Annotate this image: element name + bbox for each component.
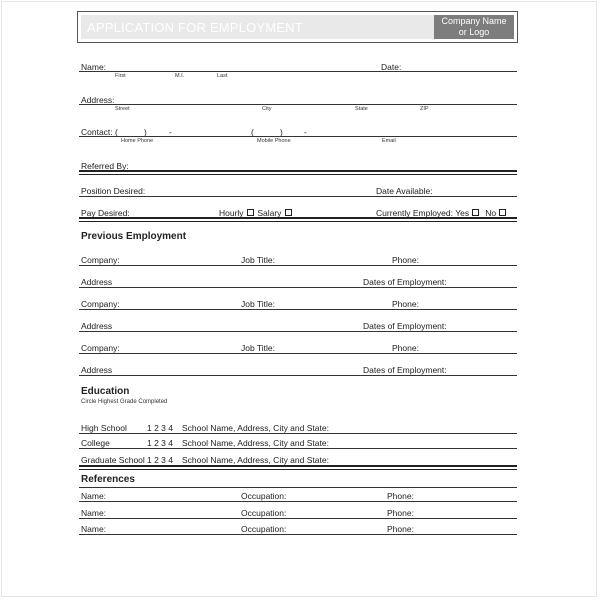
education-title: Education	[81, 386, 130, 397]
dash-1: -	[169, 127, 172, 137]
hourly-label: Hourly	[219, 208, 244, 218]
ref-occupation-2: Occupation:	[241, 508, 287, 518]
referred-divider	[79, 170, 517, 175]
prev-address-line-2[interactable]	[79, 331, 517, 332]
dash-2: -	[304, 127, 307, 137]
prev-dates-2: Dates of Employment:	[363, 321, 447, 331]
address-label: Address:	[81, 95, 115, 105]
edu-grades-2[interactable]: 1 2 3 4	[147, 438, 173, 448]
employed-yes-label: Currently Employed: Yes	[376, 208, 470, 218]
prev-phone-2: Phone:	[392, 299, 419, 309]
prev-company-line-2[interactable]	[79, 309, 517, 310]
ref-phone-1: Phone:	[387, 491, 414, 501]
paren-close-1: )	[144, 127, 147, 137]
sub-mi: M.I.	[175, 73, 185, 79]
employed-yes-checkbox[interactable]	[472, 209, 479, 216]
prev-jobtitle-1: Job Title:	[241, 255, 276, 265]
edu-grades-3[interactable]: 1 2 3 4	[147, 455, 173, 465]
edu-grades-1[interactable]: 1 2 3 4	[147, 423, 173, 433]
ref-name-3: Name:	[81, 524, 107, 534]
name-line[interactable]	[79, 71, 517, 72]
ref-occupation-1: Occupation:	[241, 491, 287, 501]
salary-label: Salary	[257, 208, 282, 218]
prev-jobtitle-2: Job Title:	[241, 299, 276, 309]
logo-line-1: Company Name	[441, 16, 507, 26]
pay-label: Pay Desired:	[81, 208, 130, 218]
ref-phone-3: Phone:	[387, 524, 414, 534]
ref-name-2: Name:	[81, 508, 107, 518]
prev-address-1: Address	[81, 277, 113, 287]
form-title: APPLICATION FOR EMPLOYMENT	[87, 20, 303, 35]
sub-zip: ZIP	[420, 106, 429, 112]
education-divider	[79, 465, 517, 470]
prev-company-line-3[interactable]	[79, 353, 517, 354]
sub-street: Street	[115, 106, 130, 112]
employed-no-checkbox[interactable]	[499, 209, 506, 216]
position-label: Position Desired:	[81, 186, 146, 196]
ref-phone-2: Phone:	[387, 508, 414, 518]
sub-email: Email	[382, 138, 396, 144]
edu-line-1[interactable]	[79, 433, 517, 434]
sub-first: First	[115, 73, 126, 79]
form-header	[77, 11, 518, 43]
prev-address-line-3[interactable]	[79, 375, 517, 376]
ref-occupation-3: Occupation:	[241, 524, 287, 534]
edu-school-1: School Name, Address, City and State:	[182, 423, 329, 433]
prev-address-2: Address	[81, 321, 113, 331]
edu-school-3: School Name, Address, City and State:	[182, 455, 329, 465]
address-line[interactable]	[79, 104, 517, 105]
sub-mobile-phone: Mobile Phone	[257, 138, 291, 144]
prev-dates-3: Dates of Employment:	[363, 365, 447, 375]
prev-phone-1: Phone:	[392, 255, 419, 265]
referred-label: Referred By:	[81, 161, 129, 171]
education-subtitle: Circle Highest Grade Completed	[81, 399, 168, 405]
contact-line[interactable]	[79, 136, 517, 137]
prev-address-3: Address	[81, 365, 113, 375]
references-title: References	[81, 474, 135, 485]
date-available-label: Date Available:	[376, 186, 433, 196]
hourly-checkbox[interactable]	[247, 209, 254, 216]
contact-label: Contact: (	[81, 127, 118, 137]
company-logo-placeholder	[434, 15, 514, 39]
edu-line-2[interactable]	[79, 448, 517, 449]
sub-city: City	[262, 106, 272, 112]
ref-line-2[interactable]	[79, 518, 517, 519]
name-label: Name:	[81, 62, 107, 72]
prev-company-2: Company:	[81, 299, 120, 309]
prev-company-1: Company:	[81, 255, 120, 265]
date-label: Date:	[381, 62, 402, 72]
paren-open-2: (	[251, 127, 254, 137]
edu-level-3: Graduate School	[81, 455, 145, 465]
pay-divider	[79, 217, 517, 222]
salary-checkbox[interactable]	[285, 209, 292, 216]
ref-line-1[interactable]	[79, 501, 517, 502]
employed-no-label: No	[485, 208, 497, 218]
prev-dates-1: Dates of Employment:	[363, 277, 447, 287]
ref-line-3[interactable]	[79, 534, 517, 535]
sub-last: Last	[217, 73, 228, 79]
paren-close-2: )	[280, 127, 283, 137]
position-line[interactable]	[79, 196, 517, 197]
previous-employment-title: Previous Employment	[81, 231, 187, 242]
prev-address-line-1[interactable]	[79, 287, 517, 288]
prev-phone-3: Phone:	[392, 343, 419, 353]
edu-school-2: School Name, Address, City and State:	[182, 438, 329, 448]
sub-home-phone: Home Phone	[121, 138, 154, 144]
prev-company-line-1[interactable]	[79, 265, 517, 266]
prev-jobtitle-3: Job Title:	[241, 343, 276, 353]
references-title-line	[79, 487, 517, 488]
sub-state: State	[355, 106, 368, 112]
logo-line-2: or Logo	[458, 27, 490, 37]
prev-company-3: Company:	[81, 343, 120, 353]
edu-level-1: High School	[81, 423, 127, 433]
ref-name-1: Name:	[81, 491, 107, 501]
edu-level-2: College	[81, 438, 110, 448]
